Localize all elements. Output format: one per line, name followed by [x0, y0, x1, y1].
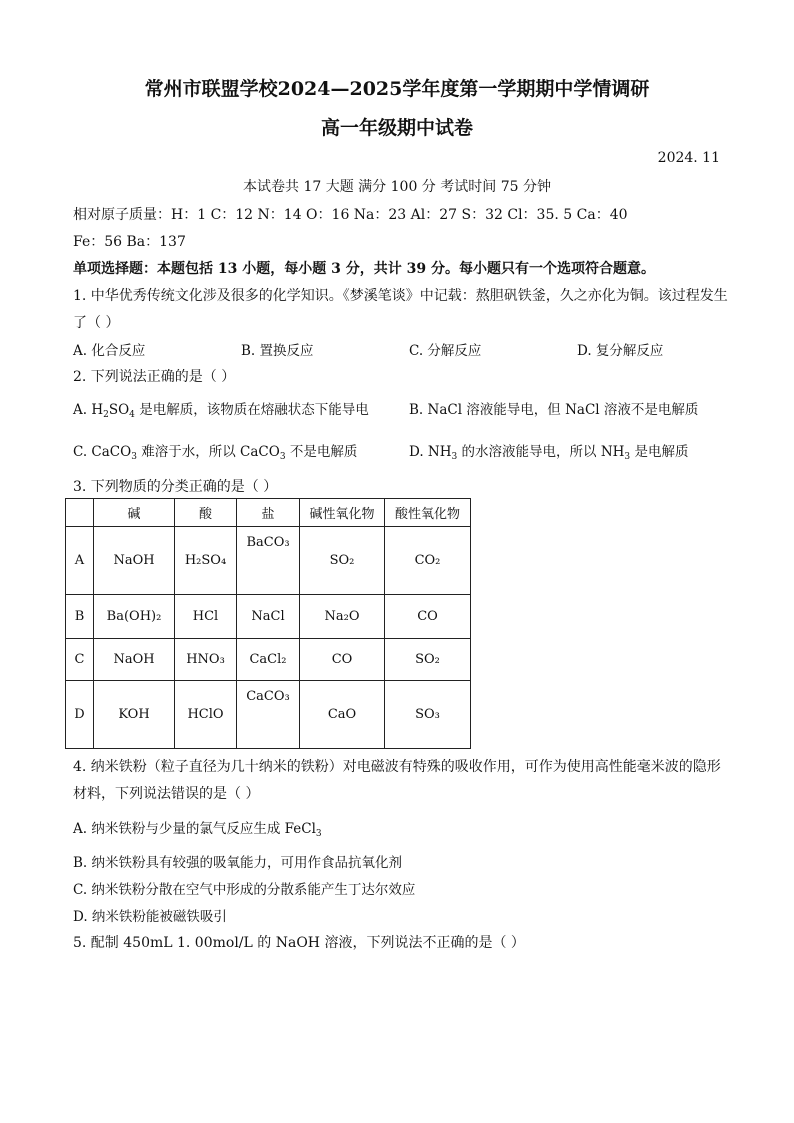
- q2-option-d: D. $NH_3$ 的水溶液能导电，所以 $NH_3$ 是电解质: [409, 444, 689, 462]
- cell-base: KOH: [94, 681, 175, 749]
- q2-stem: 2. 下列说法正确的是（ ）: [73, 369, 236, 385]
- q3-stem: 3. 下列物质的分类正确的是（ ）: [73, 479, 278, 495]
- table-header-row: [66, 499, 471, 527]
- q4-stem-line-1: 4. 纳米铁粉（粒子直径为几十纳米的铁粉）对电磁波有特殊的吸收作用，可作为使用高性能毫米波的隐形: [73, 759, 721, 775]
- q2-option-b: B. NaCl 溶液能导电，但 NaCl 溶液不是电解质: [409, 402, 699, 418]
- table-header-cell: 碱: [94, 499, 175, 527]
- q1-stem-line-1: 1. 中华优秀传统文化涉及很多的化学知识。《梦溪笔谈》中记载：熬胆矾铁釜，久之亦化为铜。该过程发生: [73, 288, 728, 304]
- cell-acidic-oxide: SO₃: [385, 681, 471, 749]
- q2-option-c: C. CaCO$_3$ 难溶于水，所以 CaCO$_3$ 不是电解质: [73, 444, 358, 462]
- q4-option-c: C. 纳米铁粉分散在空气中形成的分散系能产生丁达尔效应: [73, 882, 416, 898]
- classification-table: [65, 498, 471, 749]
- row-label: D: [66, 681, 94, 749]
- table-row: [66, 595, 471, 639]
- section-heading: 单项选择题：本题包括 13 小题，每小题 3 分，共计 39 分。每小题只有一个选项符合题意。: [73, 261, 655, 277]
- q1-option-a: A. 化合反应: [73, 343, 146, 359]
- cell-salt: CaCl₂: [237, 639, 300, 681]
- cell-acidic-oxide: CO₂: [385, 527, 471, 595]
- cell-basic-oxide: CaO: [300, 681, 385, 749]
- cell-base: NaOH: [94, 527, 175, 595]
- table-header-cell: 酸性氧化物: [385, 499, 471, 527]
- q1-option-d: D. 复分解反应: [577, 343, 664, 359]
- table-header-cell: [66, 499, 94, 527]
- table-row: [66, 639, 471, 681]
- table-row: [66, 681, 471, 749]
- table-header-cell: 盐: [237, 499, 300, 527]
- cell-acid: H₂SO₄: [175, 527, 237, 595]
- q4-option-b: B. 纳米铁粉具有较强的吸氧能力，可用作食品抗氧化剂: [73, 855, 403, 871]
- exam-date: 2024. 11: [657, 150, 720, 166]
- q1-stem-line-2: 了（ ）: [73, 315, 120, 331]
- cell-acid: HCl: [175, 595, 237, 639]
- cell-basic-oxide: CO: [300, 639, 385, 681]
- cell-acid: HNO₃: [175, 639, 237, 681]
- exam-info: 本试卷共 17 大题 满分 100 分 考试时间 75 分钟: [243, 179, 551, 195]
- cell-acidic-oxide: SO₂: [385, 639, 471, 681]
- atomic-mass-line-1: 相对原子质量：H：1 C：12 N：14 O：16 Na：23 Al：27 S：32 Cl：35. 5 Ca：40: [73, 207, 628, 223]
- cell-base: NaOH: [94, 639, 175, 681]
- row-label: A: [66, 527, 94, 595]
- exam-title: 常州市联盟学校2024—2025学年度第一学期期中学情调研: [144, 78, 650, 100]
- cell-salt: BaCO₃: [237, 527, 300, 595]
- q2-option-a: A. $H_2SO_4$ 是电解质，该物质在熔融状态下能导电: [73, 402, 369, 420]
- cell-basic-oxide: SO₂: [300, 527, 385, 595]
- table-header-cell: 酸: [175, 499, 237, 527]
- q1-option-b: B. 置换反应: [241, 343, 314, 359]
- atomic-mass-line-2: Fe：56 Ba：137: [73, 234, 186, 250]
- exam-subtitle: 高一年级期中试卷: [320, 117, 473, 139]
- table-header-cell: 碱性氧化物: [300, 499, 385, 527]
- table-row: [66, 527, 471, 595]
- q4-option-d: D. 纳米铁粉能被磁铁吸引: [73, 909, 227, 925]
- q1-option-c: C. 分解反应: [409, 343, 482, 359]
- cell-acid: HClO: [175, 681, 237, 749]
- cell-base: Ba(OH)₂: [94, 595, 175, 639]
- row-label: C: [66, 639, 94, 681]
- q4-option-a: A. 纳米铁粉与少量的氯气反应生成 FeCl$_3$: [73, 821, 322, 839]
- cell-salt: NaCl: [237, 595, 300, 639]
- cell-salt: CaCO₃: [237, 681, 300, 749]
- row-label: B: [66, 595, 94, 639]
- q4-stem-line-2: 材料，下列说法错误的是（ ）: [73, 786, 260, 802]
- q5-stem: 5. 配制 450mL 1. 00mol/L 的 NaOH 溶液，下列说法不正确的是（ ）: [73, 935, 525, 951]
- cell-acidic-oxide: CO: [385, 595, 471, 639]
- cell-basic-oxide: Na₂O: [300, 595, 385, 639]
